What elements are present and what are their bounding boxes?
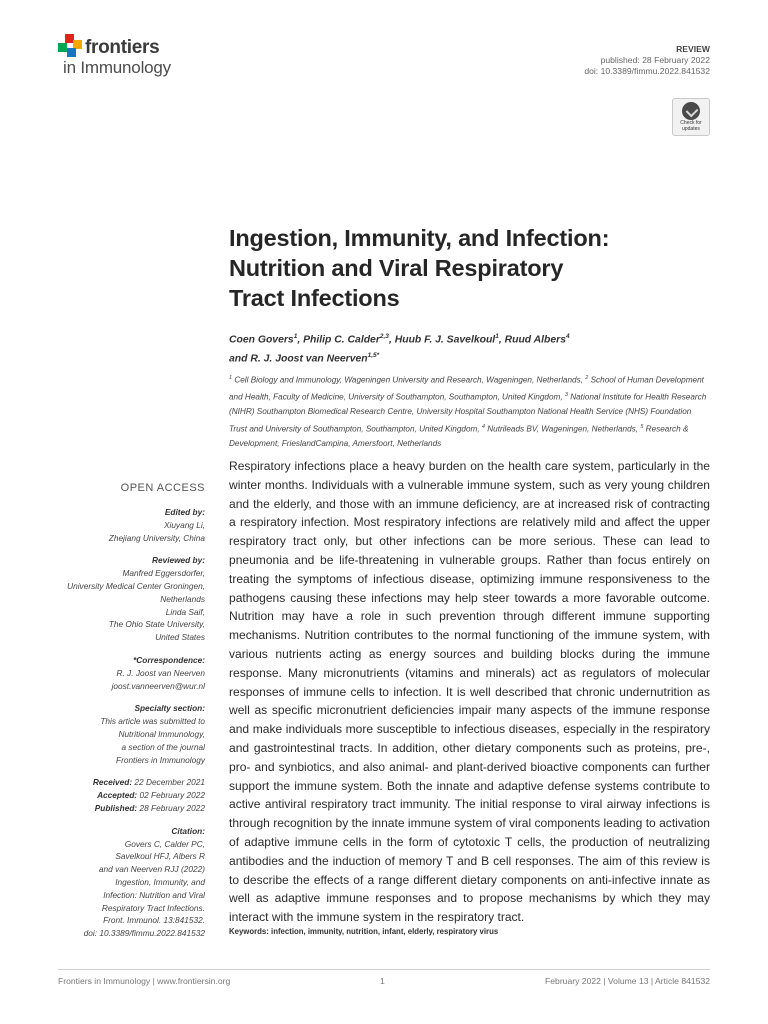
affiliation-text: Cell Biology and Immunology, Wageningen University and Research, Wageningen, Netherlands, bbox=[234, 375, 583, 385]
journal-logo[interactable] bbox=[58, 34, 218, 80]
author-name[interactable]: Philip C. Calder bbox=[303, 334, 380, 346]
published-date-sidebar bbox=[52, 802, 205, 815]
reviewer-line: United States bbox=[155, 632, 205, 643]
footer-issue-info: February 2022 | Volume 13 | Article 841532 bbox=[545, 976, 710, 986]
specialty-line: a section of the journal bbox=[121, 741, 205, 752]
published-date: published: 28 February 2022 bbox=[600, 55, 710, 65]
author-name[interactable]: Huub F. J. Savelkoul bbox=[394, 334, 496, 346]
article-title bbox=[229, 223, 709, 313]
authors-joiner: and bbox=[229, 353, 248, 365]
title-line: Nutrition and Viral Respiratory bbox=[229, 255, 564, 281]
edited-by-section bbox=[52, 506, 205, 544]
affiliation-text: Research & Development, FrieslandCampina, Amersfoort, Netherlands bbox=[229, 424, 689, 449]
accepted-date bbox=[52, 789, 205, 802]
citation-line: Ingestion, Immunity, and bbox=[115, 876, 205, 887]
correspondence-email-link[interactable]: joost.vanneerven@wur.nl bbox=[111, 680, 205, 691]
article-meta bbox=[584, 44, 710, 77]
affiliation-number: 2 bbox=[585, 375, 589, 381]
citation-section bbox=[52, 825, 205, 940]
page-number: 1 bbox=[380, 976, 385, 986]
reviewed-by-heading: Reviewed by: bbox=[151, 555, 205, 566]
check-updates-label: Check for updates bbox=[680, 120, 702, 132]
affiliation-text: School of Human Development and Health, Faculty of Medicine, University of Southampton, Southampton, United Kingdom, bbox=[229, 375, 704, 402]
journal-brand: frontiers bbox=[85, 37, 160, 58]
date-value: 28 February 2022 bbox=[139, 802, 205, 813]
citation-line: Respiratory Tract Infections. bbox=[101, 902, 205, 913]
specialty-line: Frontiers in Immunology bbox=[116, 754, 205, 765]
correspondence-name: R. J. Joost van Neerven bbox=[116, 667, 205, 678]
check-for-updates-button[interactable] bbox=[672, 98, 710, 136]
correspondence-section bbox=[52, 654, 205, 692]
footer-journal-link[interactable]: Frontiers in Immunology | www.frontiersin.org bbox=[58, 976, 231, 986]
article-info-sidebar bbox=[52, 506, 205, 950]
author-name[interactable]: R. J. Joost van Neerven bbox=[250, 353, 368, 365]
date-label: Received: bbox=[92, 777, 133, 788]
affiliation-text: National Institute for Health Research (NIHR) Southampton Biomedical Research Centre, University Hospital Southampton National Health Service (NHS) Foundation Trust and University of Southampton, Southampton, United Kingdom, bbox=[229, 392, 707, 434]
date-value: 22 December 2021 bbox=[134, 777, 205, 788]
date-value: 02 February 2022 bbox=[139, 790, 205, 801]
citation-doi-link[interactable]: doi: 10.3389/fimmu.2022.841532 bbox=[83, 928, 205, 939]
keywords: Keywords: infection, immunity, nutrition, infant, elderly, respiratory virus bbox=[229, 927, 499, 936]
date-label: Accepted: bbox=[97, 790, 138, 801]
author-name[interactable]: Ruud Albers bbox=[504, 334, 566, 346]
citation-line: Govers C, Calder PC, bbox=[124, 838, 205, 849]
footer-divider bbox=[58, 969, 710, 970]
received-date bbox=[52, 776, 205, 789]
specialty-heading: Specialty section: bbox=[134, 703, 205, 714]
author-affiliation: 2,3 bbox=[379, 333, 389, 340]
article-doi[interactable]: doi: 10.3389/fimmu.2022.841532 bbox=[584, 66, 710, 76]
citation-line: Infection: Nutrition and Viral bbox=[103, 889, 205, 900]
correspondence-heading: *Correspondence: bbox=[133, 654, 205, 665]
reviewer-line: Manfred Eggersdorfer, bbox=[122, 568, 205, 579]
dates-section bbox=[52, 776, 205, 814]
author-affiliation: 1,5* bbox=[367, 352, 380, 360]
affiliations bbox=[229, 371, 711, 452]
affiliation-number: 3 bbox=[564, 392, 568, 399]
reviewer-line: The Ohio State University, bbox=[108, 619, 205, 630]
author-affiliation: 1 bbox=[293, 333, 298, 340]
reviewer-line: Netherlands bbox=[160, 593, 205, 604]
reviewed-by-section bbox=[52, 554, 205, 644]
article-type: REVIEW bbox=[676, 44, 710, 54]
citation-line: Front. Immunol. 13:841532. bbox=[103, 915, 205, 926]
citation-line: Savelkoul HFJ, Albers R bbox=[115, 851, 205, 862]
open-access-label: OPEN ACCESS bbox=[120, 482, 205, 494]
specialty-section bbox=[52, 702, 205, 766]
author-affiliation: 4 bbox=[565, 333, 570, 340]
reviewer-line: University Medical Center Groningen, bbox=[67, 580, 205, 591]
affiliation-text: Nutrileads BV, Wageningen, Netherlands, bbox=[487, 424, 639, 434]
citation-heading: Citation: bbox=[171, 825, 205, 836]
title-line: Ingestion, Immunity, and Infection: bbox=[229, 225, 610, 251]
date-label: Published: bbox=[94, 802, 138, 813]
frontiers-logo-icon bbox=[58, 34, 82, 60]
specialty-line: Nutritional Immunology, bbox=[118, 728, 205, 739]
reviewer-line: Linda Saif, bbox=[165, 606, 205, 617]
editor-line: Xiuyang Li, bbox=[163, 519, 205, 530]
edited-by-heading: Edited by: bbox=[164, 507, 205, 517]
journal-name: in Immunology bbox=[63, 58, 171, 77]
specialty-line: This article was submitted to bbox=[100, 716, 205, 727]
title-line: Tract Infections bbox=[229, 285, 400, 311]
abstract-text: Respiratory infections place a heavy burden on the health care system, particularly in the winter months. Individuals with a vulnerable immune system, such as very young children and the elderly, and those with an immune deficiency, are at increased risk of contracting a respiratory infection. Most respiratory infections are relatively mild and affect the upper respiratory tract only, but other infections can be more serious. These can lead to pneumonia and be life-threatening in vulnerable groups. Rather than focus entirely on treating the symptoms of infectious disease, optimizing immune responsiveness to the pathogens causing these infections may help steer towards a more favorable outcome. Nutrition may have a role in such prevention through different immune supporting mechanisms. Nutrition contributes to the normal functioning of the immune system, with various nutrients acting as energy sources and building blocks during the immune response. Many micronutrients (vitamins and minerals) act as regulators of molecular responses of immune cells to infection. It is well described that chronic undernutrition as well as specific micronutrient deficiencies impair many aspects of the immune response and make individuals more susceptible to infectious diseases, especially in the respiratory and gastrointestinal tracts. In addition, other dietary components such as proteins, pre-, pro- and synbiotics, and also animal- and plant-derived bioactive components can further support the immune system. Both the innate and adaptive defense systems contribute to active antiviral respiratory tract immunity. The initial response to viral airway infections is through recognition by the innate immune system of viral components leading to activation of adaptive immune cells in the form of cytotoxic T cells, the production of neutralizing antibodies and the induction of memory T and B cell responses. The aim of this review is to describe the effects of a range different dietary components on anti-infective innate as well as adaptive immune responses and to propose mechanisms by which they may interact with the immune system in the respiratory tract. bbox=[229, 459, 710, 925]
author-name[interactable]: Coen Govers bbox=[229, 334, 294, 346]
author-list: Coen Govers$^1$, Philip C. Calder$^{2,3}$, Huub F. J. Savelkoul$^1$, Ruud Albers$^4$ and R. J. Joost van Neerven$^{1,5*}$ bbox=[229, 333, 570, 365]
affiliation-number: 1 bbox=[229, 375, 233, 381]
editor-line: Zhejiang University, China bbox=[108, 532, 205, 543]
check-updates-icon bbox=[682, 102, 700, 120]
author-affiliation: 1 bbox=[495, 333, 499, 340]
affiliation-number: 5 bbox=[640, 423, 644, 430]
affiliation-number: 4 bbox=[481, 423, 485, 430]
citation-line: and van Neerven RJJ (2022) bbox=[98, 864, 205, 875]
